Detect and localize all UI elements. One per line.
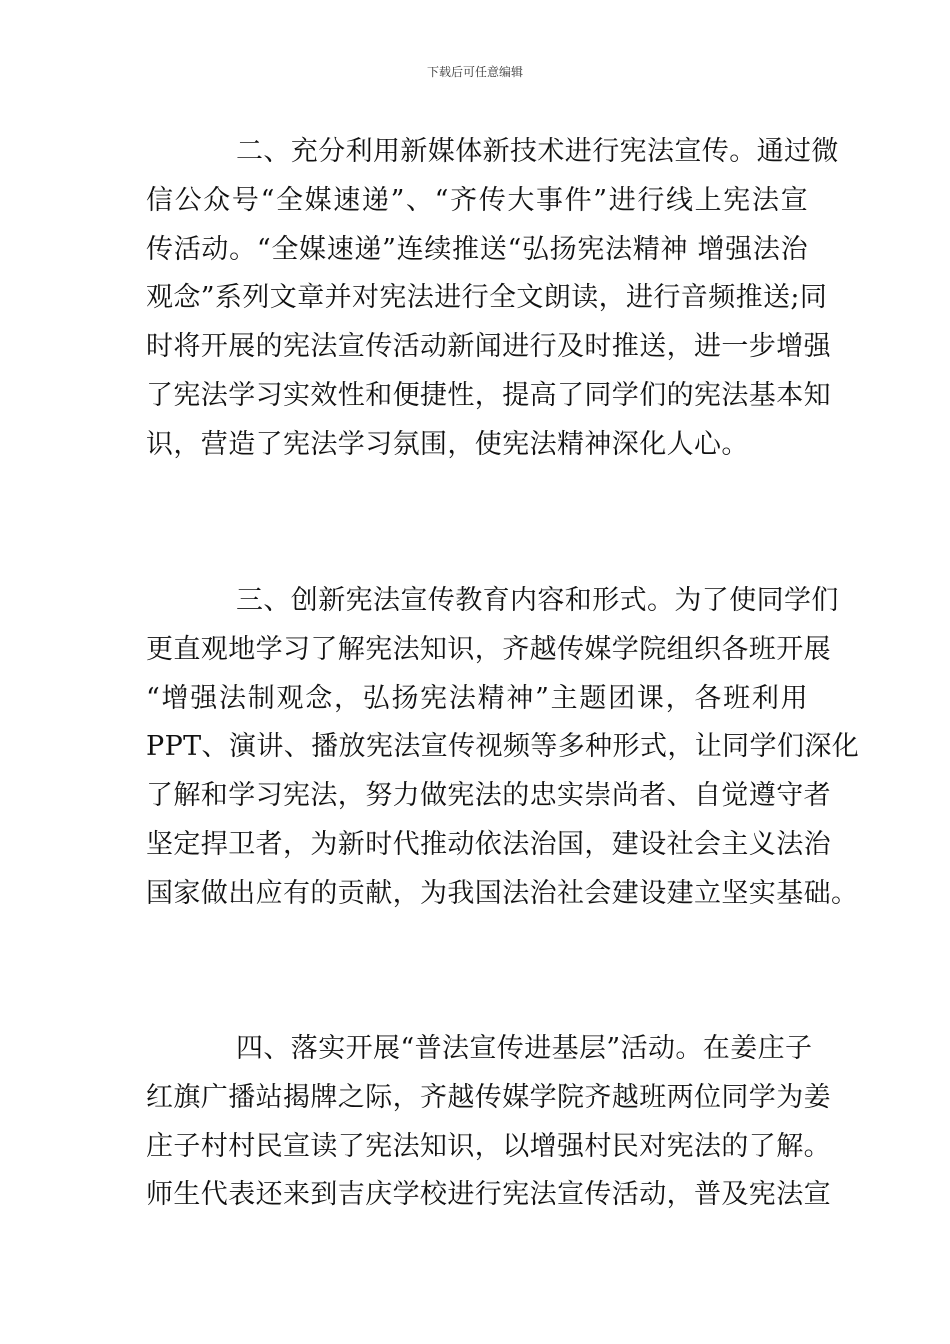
text-line: 更直观地学习了解宪法知识，齐越传媒学院组织各班开展	[146, 633, 831, 665]
text-line: 观念”系列文章并对宪法进行全文朗读，进行音频推送;同	[146, 282, 828, 314]
text-line: 时将开展的宪法宣传活动新闻进行及时推送，进一步增强	[146, 331, 831, 363]
text-line: 四、落实开展“普法宣传进基层”活动。在姜庄子	[236, 1033, 813, 1064]
header-note: 下载后可任意编辑	[426, 65, 523, 79]
text-line: “增强法制观念，弘扬宪法精神”主题团课，各班利用	[146, 682, 808, 714]
text-line: 国家做出应有的贡献，为我国法治社会建设建立坚实基础。	[146, 877, 859, 909]
text-line: 信公众号“全媒速递”、“齐传大事件”进行线上宪法宣	[146, 184, 808, 216]
text-line: 传活动。“全媒速递”连续推送“弘扬宪法精神 增强法治	[146, 233, 808, 265]
text-line: 了宪法学习实效性和便捷性，提高了同学们的宪法基本知	[146, 379, 831, 411]
text-line: 师生代表还来到吉庆学校进行宪法宣传活动，普及宪法宣	[146, 1179, 831, 1211]
text-line: PPT、演讲、播放宪法宣传视频等多种形式，让同学们深化	[146, 731, 860, 763]
text-line: 三、创新宪法宣传教育内容和形式。为了使同学们	[236, 585, 839, 616]
text-line: 红旗广播站揭牌之际，齐越传媒学院齐越班两位同学为姜	[146, 1081, 831, 1113]
text-line: 坚定捍卫者，为新时代推动依法治国，建设社会主义法治	[146, 828, 831, 860]
text-line: 二、充分利用新媒体新技术进行宪法宣传。通过微	[236, 136, 839, 167]
paragraph-constitution-education-innovation	[146, 577, 860, 919]
text-line: 识，营造了宪法学习氛围，使宪法精神深化人心。	[146, 428, 749, 460]
paragraph-constitution-new-media	[146, 128, 839, 470]
text-line: 了解和学习宪法，努力做宪法的忠实崇尚者、自觉遵守者	[146, 780, 831, 812]
paragraph-grassroots-legal-promotion	[146, 1025, 831, 1220]
text-line: 庄子村村民宣读了宪法知识，以增强村民对宪法的了解。	[146, 1130, 831, 1162]
